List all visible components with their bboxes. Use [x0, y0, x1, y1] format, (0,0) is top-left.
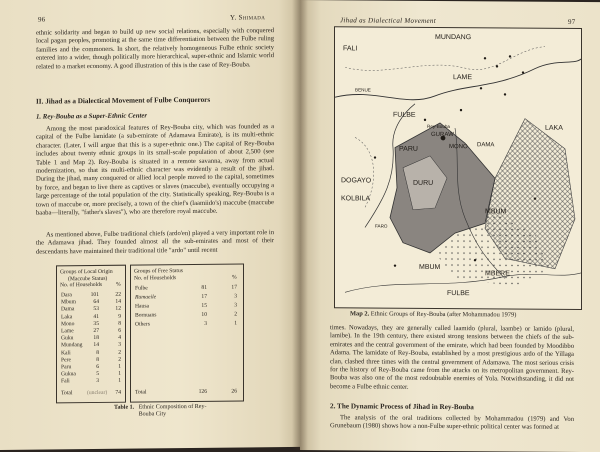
table-cell-percent: 9: [118, 313, 121, 320]
table-cell-percent: 1: [118, 363, 121, 370]
table-cell-households: 3: [96, 378, 99, 385]
right-body-paragraph-1: times. Nowadays, they are generally called laamido (plural, laambe) or lamido (plural, lamibe). In the 19th century, there existed strong tensions between the chiefs of the sub-emirates and the central government of the emirate, which had been founded by Moodibbo Adama. The lamidate of Rey-Bouba, established by a most prestigious ardo of the Yillaga clan, clashed three times with the central government of Adamawa. The most serious crisis for the history of Rey-Bouba came from the attacks on its metropolitan government. Rey-Bouba was also one of the most redoubtable enemies of Yola. Notwithstanding, it did not become a Fulbe ethnic center.: [330, 324, 574, 391]
table-cell-percent: 2: [234, 311, 237, 318]
table-cell-households: 8: [96, 349, 99, 356]
table-row: [135, 302, 237, 310]
body-paragraph-1: Among the most paradoxical features of Rey-Bouba city, which was founded as a capital of the Fulbe lamidate (a sub-emirate of Adamawa Emirate), is its multi-ethnic character. (Later, I will argue that this is a super-ethnic one.) The capital of Rey-Bouba includes about twenty ethnic groups in its small-scale population of about 2,500 (see Table 1 and Map 2). Rey-Bouba is situated in a remote savanna, away from actual modernization, so that its multi-ethnic character was evidently a result of the jihad. During the jihad, many conquered or allied local people moved to the capital, sometimes by force, and began to live there as captives or slaves (maccube), eventually occupying a large percentage of the total population of the city. Statistically speaking, Rey-Bouba is a town of maccube or, more precisely, a town of the chief's (laamiido's) maccube (maccube baaba—literally, "father's slaves"), who are therefore royal maccube.: [36, 123, 274, 217]
table-cell-households: 3: [204, 320, 207, 327]
maccube-header-line-2: (Maccube Status): [68, 275, 108, 282]
label-paru: PARU: [399, 145, 418, 153]
boundary-north: [345, 45, 545, 71]
free-total-label: Total: [135, 389, 147, 396]
label-duru: DURU: [413, 179, 434, 187]
table-row: [61, 334, 121, 342]
right-body-paragraph-2: The analysis of the oral traditions collected by Mohammadou (1979) and Von Grunebaum (1980) shows how a non-Fulbe super-ethnic political center was formed at: [330, 414, 574, 432]
right-section-heading: 2. The Dynamic Process of Jihad in Rey-Bouba: [330, 402, 474, 412]
table-cell-households: 41: [93, 313, 99, 320]
table-cell-households: 35: [93, 320, 99, 327]
label-mbum-mid: MBUM: [485, 208, 507, 216]
table-cell-percent: 1: [118, 378, 121, 385]
label-dogayo: DOGAYO: [341, 177, 372, 185]
table-cell-households: 15: [201, 302, 207, 309]
map-drawing: [335, 27, 581, 309]
maccube-table-header: [60, 268, 121, 289]
table-row: [61, 363, 121, 371]
table-cell-percent: 8: [118, 320, 121, 327]
section-heading: II. Jihad as a Dialectical Movement of Fulbe Conquerors: [36, 95, 211, 106]
free-total-n: 126: [198, 388, 207, 395]
table-cell-group: Laka: [61, 313, 73, 320]
table-caption: [114, 404, 219, 419]
table-cell-percent: 3: [234, 302, 237, 309]
table-row: [61, 291, 121, 299]
book-gutter: [292, 0, 308, 450]
table-cell-households: 17: [201, 293, 207, 300]
table-cell-group: Pere: [61, 357, 71, 364]
table-cell-group: Others: [135, 321, 150, 328]
table-cell-group: Fulbe: [135, 285, 148, 292]
table-cell-households: 18: [93, 335, 99, 342]
table-cell-households: 10: [201, 311, 207, 318]
label-fulbe-bottom: FULBE: [447, 290, 470, 298]
table-cell-percent: 2: [118, 349, 121, 356]
table-cell-group: Fali: [61, 378, 70, 385]
map-caption: [350, 310, 516, 318]
table-cell-percent: 3: [234, 293, 237, 300]
label-kolbila: KOLBILA: [341, 195, 371, 203]
table-cell-percent: 3: [118, 342, 121, 349]
table-row: [135, 284, 237, 292]
table-cell-households: 101: [90, 291, 99, 299]
ethnic-composition-table: [56, 263, 246, 421]
maccube-total-row: [61, 389, 121, 397]
maccube-header-households: No. of Households: [60, 282, 103, 289]
table-row: [135, 320, 237, 328]
maccube-table-panel: [56, 265, 126, 404]
table-cell-percent: 1: [234, 320, 237, 327]
table-row: [61, 349, 121, 356]
label-fali: FALI: [343, 45, 358, 53]
maccube-header-pct: %: [116, 281, 121, 288]
table-row: [61, 298, 121, 306]
intro-paragraph: ethnic solidarity and began to build up new social relations, especially with conquered local pagan peoples, promoting at the same time differentiation between the Fulbe ruling families and the commoners. In short, the relatively homogeneous Fulbe ethnic society entered into a wider, though politically more hierarchical, super-ethnic and Islamic world related to a market economy. A good illustration of this is the case of Rey-Bouba.: [36, 27, 274, 71]
table-cell-percent: 1: [118, 370, 121, 377]
table-cell-households: 8: [96, 356, 99, 363]
label-mundang: MUNDANG: [435, 33, 472, 42]
table-row: [61, 313, 121, 320]
map-caption-label: Map 2.: [350, 310, 370, 318]
right-page: [300, 0, 600, 452]
label-mbere: MBERE: [485, 270, 510, 278]
table-row: [61, 342, 121, 349]
running-title: Jihad as Dialectical Movement: [340, 16, 436, 25]
label-guraw: GURAW: [431, 131, 454, 139]
free-header-pct: %: [232, 274, 237, 281]
free-total-row: [135, 388, 237, 396]
table-row: [61, 320, 121, 328]
table-cell-group: Lame: [61, 328, 74, 335]
table-row: [61, 370, 121, 378]
label-rey-bouba: Rey-Bouba: [427, 123, 450, 130]
table-row: [61, 356, 121, 364]
table-row: [61, 327, 121, 335]
table-cell-group: Guku: [61, 335, 74, 342]
free-header-households: No. of Households: [134, 274, 177, 282]
table-caption-label: Table 1.: [114, 404, 135, 411]
table-cell-percent: 6: [118, 327, 121, 334]
table-cell-households: 14: [93, 342, 99, 349]
label-laka: LAKA: [545, 124, 563, 132]
table-cell-group: Kali: [61, 349, 71, 356]
table-row: [135, 293, 237, 301]
table-cell-group: Rumaeile: [135, 294, 157, 301]
table-cell-group: Bornuans: [135, 312, 157, 319]
label-mono: MONO: [449, 144, 468, 151]
table-cell-percent: 17: [231, 284, 237, 291]
label-lame: LAME: [453, 74, 473, 82]
table-cell-group: Mbum: [61, 299, 76, 306]
table-cell-percent: 4: [118, 334, 121, 341]
table-cell-percent: 12: [115, 306, 121, 313]
right-page-number: 97: [568, 17, 576, 26]
table-cell-group: Dara: [61, 292, 72, 299]
table-cell-group: Mundang: [61, 342, 83, 349]
table-caption-text: Ethnic Composition of Rey-Bouba City: [138, 403, 207, 418]
table-cell-percent: 22: [115, 291, 121, 298]
table-row: [61, 306, 121, 313]
table-row: [61, 378, 121, 385]
table-row: [135, 311, 237, 319]
table-cell-households: 64: [93, 299, 99, 306]
left-page: [0, 0, 300, 450]
table-cell-households: 5: [96, 371, 99, 378]
ethnic-groups-map: [334, 26, 582, 310]
table-cell-households: 27: [93, 327, 99, 335]
table-cell-households: 81: [201, 284, 207, 291]
subsection-heading: 1. Rey-Bouba as a Super-Ethnic Center: [36, 112, 148, 121]
body-paragraph-2: As mentioned above, Fulbe traditional chiefs (ardo'en) played a very important role in the Adamawa jihad. They founded almost all the sub-emirates and most of their descendants have maintained their traditional title "ardo" until recent: [36, 229, 274, 256]
label-fulbe-top: FULBE: [393, 111, 416, 119]
table-cell-group: Mono: [61, 321, 75, 328]
free-header-line-1: Groups of Free Status: [134, 268, 183, 275]
table-cell-households: 53: [93, 306, 99, 313]
label-dama: DAMA: [477, 142, 495, 149]
maccube-total-label: Total: [61, 390, 73, 397]
table-cell-group: Gukua: [61, 371, 76, 378]
label-mbum-low: MBUM: [419, 263, 441, 271]
map-caption-text: Ethnic Groups of Rey-Bouba (after Mohammadou 1979): [370, 310, 517, 319]
free-status-table-header: [134, 268, 237, 282]
table-cell-group: Dama: [61, 306, 75, 313]
maccube-total-n: (unclear): [87, 389, 108, 397]
table-cell-group: Paru: [61, 364, 72, 371]
maccube-header-line-1: Groups of Local Origin: [60, 268, 113, 276]
free-total-pct: 26: [231, 388, 237, 395]
label-benue: BENUE: [355, 87, 371, 93]
table-cell-percent: 2: [118, 356, 121, 363]
table-cell-percent: 14: [115, 298, 121, 305]
running-author: Y. Shimada: [230, 13, 266, 22]
free-status-table-panel: [130, 263, 244, 402]
left-page-number: 96: [38, 15, 46, 24]
label-faro: FARO: [375, 223, 388, 229]
table-cell-group: Hausa: [135, 303, 149, 310]
table-cell-households: 6: [96, 363, 99, 370]
maccube-total-pct: 74: [115, 389, 121, 396]
